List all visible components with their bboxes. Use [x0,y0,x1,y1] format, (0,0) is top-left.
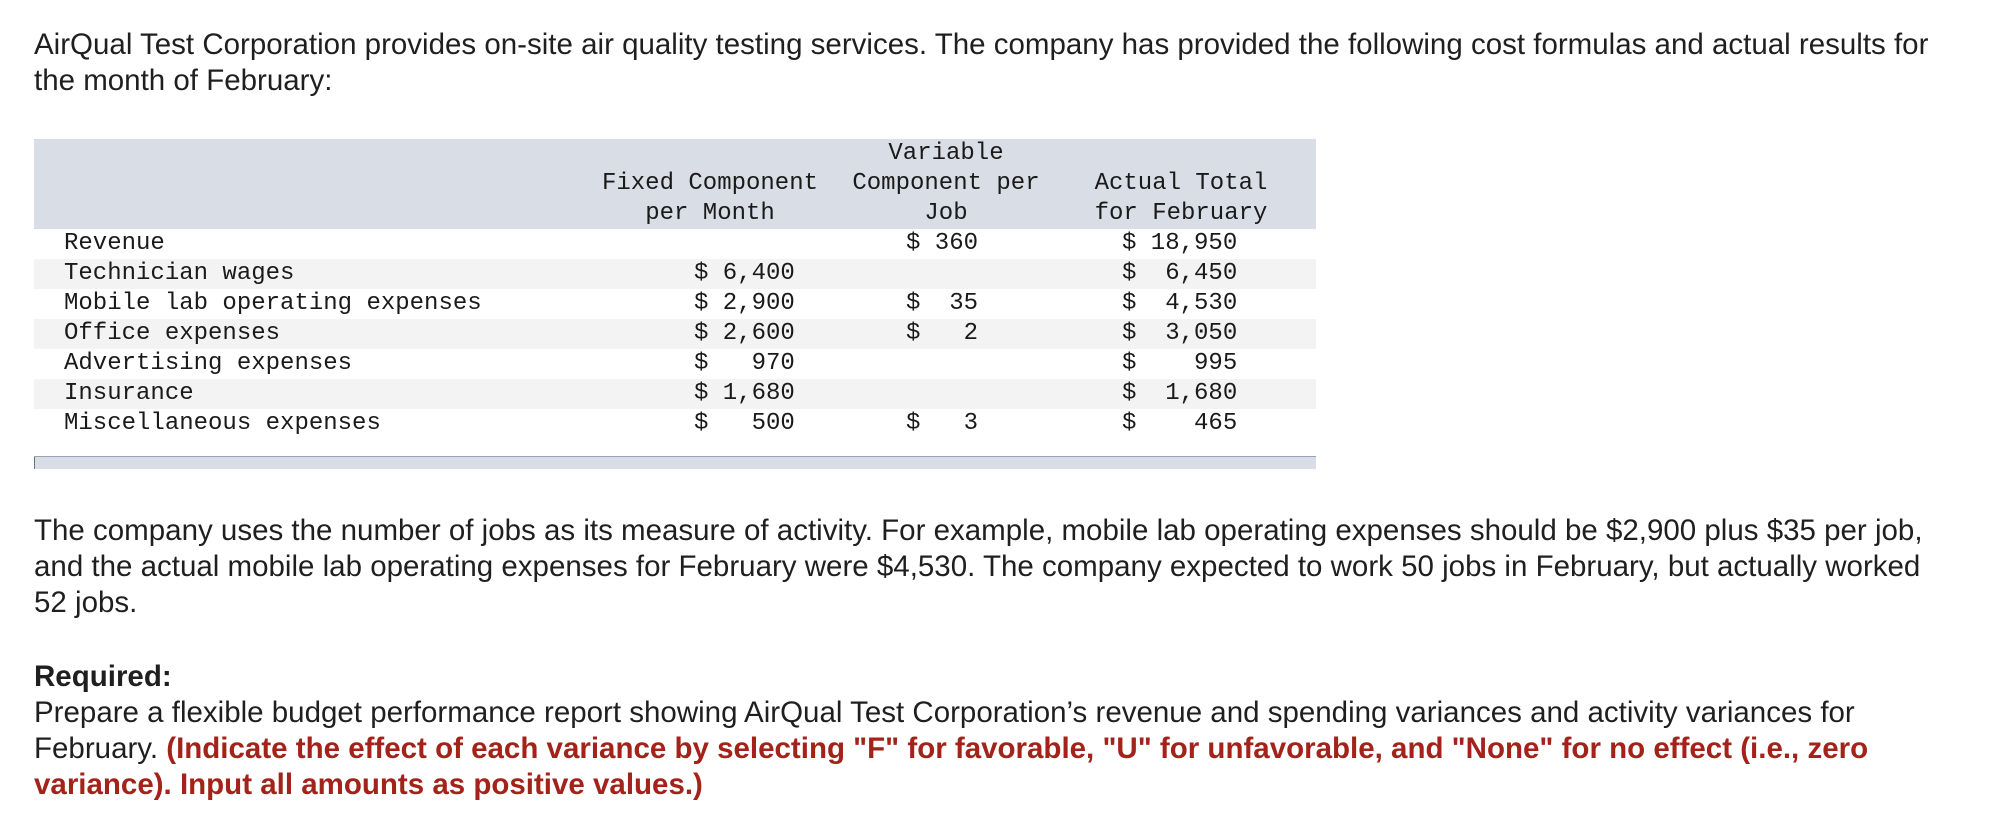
fixed-cell: $ 1,680 [574,379,846,409]
table-row [34,349,1316,379]
header-actual-line-1: Actual Total [1094,170,1268,197]
actual-cell: $ 465 [1122,410,1238,437]
intro-paragraph: AirQual Test Corporation provides on-site air quality testing services. The company has provided the following cost formulas and actual results for the month of February: [34,28,1929,97]
header-fixed-line-2: per Month [645,200,775,227]
required-section [34,659,1934,803]
header-actual-total [1046,139,1316,229]
table-row [34,229,1316,259]
header-fixed-component [574,139,846,229]
row-label: Mobile lab operating expenses [64,290,482,317]
fixed-cell: $ 2,900 [694,290,795,317]
row-label: Office expenses [34,319,574,349]
cost-formula-table-wrap [34,139,1316,469]
cost-formula-table [34,139,1316,439]
row-label: Technician wages [34,259,574,289]
fixed-cell: $ 6,400 [574,259,846,289]
header-variable-line-2: Component per [852,170,1040,197]
table-row [34,289,1316,319]
variable-cell: $ 2 [846,319,1046,349]
activity-paragraph: The company uses the number of jobs as its measure of activity. For example, mobile lab operating expenses should be $2,900 plus $35 per job, and the actual mobile lab operating expenses for February were $4,530. The company expected to work 50 jobs in February, but actually worked 52 jobs. [34,514,1923,619]
fixed-cell: $ 500 [694,410,795,437]
required-text: Prepare a flexible budget performance report showing AirQual Test Corporation’s revenue and spending variances and activity variances for February. [34,696,1855,765]
row-label: Miscellaneous expenses [64,410,381,437]
header-variable-line-3: Job [924,200,968,227]
actual-cell: $ 18,950 [1122,230,1238,257]
header-actual-line-2: for February [1094,200,1268,227]
fixed-cell: $ 2,600 [574,319,846,349]
table-footer-tick [34,457,35,469]
table-row [34,259,1316,289]
actual-cell: $ 6,450 [1046,259,1316,289]
required-instruction: (Indicate the effect of each variance by selecting "F" for favorable, "U" for unfavorable, and "None" for no effect (i.e., zero variance). Input all amounts as positive values.) [34,732,1869,801]
fixed-cell [574,229,846,259]
actual-cell: $ 4,530 [1122,290,1238,317]
row-label: Advertising expenses [64,350,353,377]
actual-cell: $ 3,050 [1046,319,1316,349]
required-heading: Required: [34,660,172,693]
actual-cell: $ 995 [1122,350,1238,377]
header-fixed-line-1: Fixed Component [601,170,819,197]
row-label: Insurance [34,379,574,409]
table-row [34,379,1316,409]
table-header-row [34,139,1316,229]
variable-cell [846,349,1046,379]
variable-cell: $ 35 [906,290,979,317]
table-footer-bar [34,456,1316,469]
variable-cell [846,379,1046,409]
row-label: Revenue [64,230,165,257]
variable-cell [846,259,1046,289]
header-label-blank [34,139,574,229]
table-row [34,409,1316,439]
actual-cell: $ 1,680 [1046,379,1316,409]
variable-cell: $ 3 [906,410,979,437]
table-row [34,319,1316,349]
header-variable-line-1: Variable [888,140,1004,167]
fixed-cell: $ 970 [694,350,795,377]
variable-cell: $ 360 [906,230,979,257]
header-variable-component [846,139,1046,229]
